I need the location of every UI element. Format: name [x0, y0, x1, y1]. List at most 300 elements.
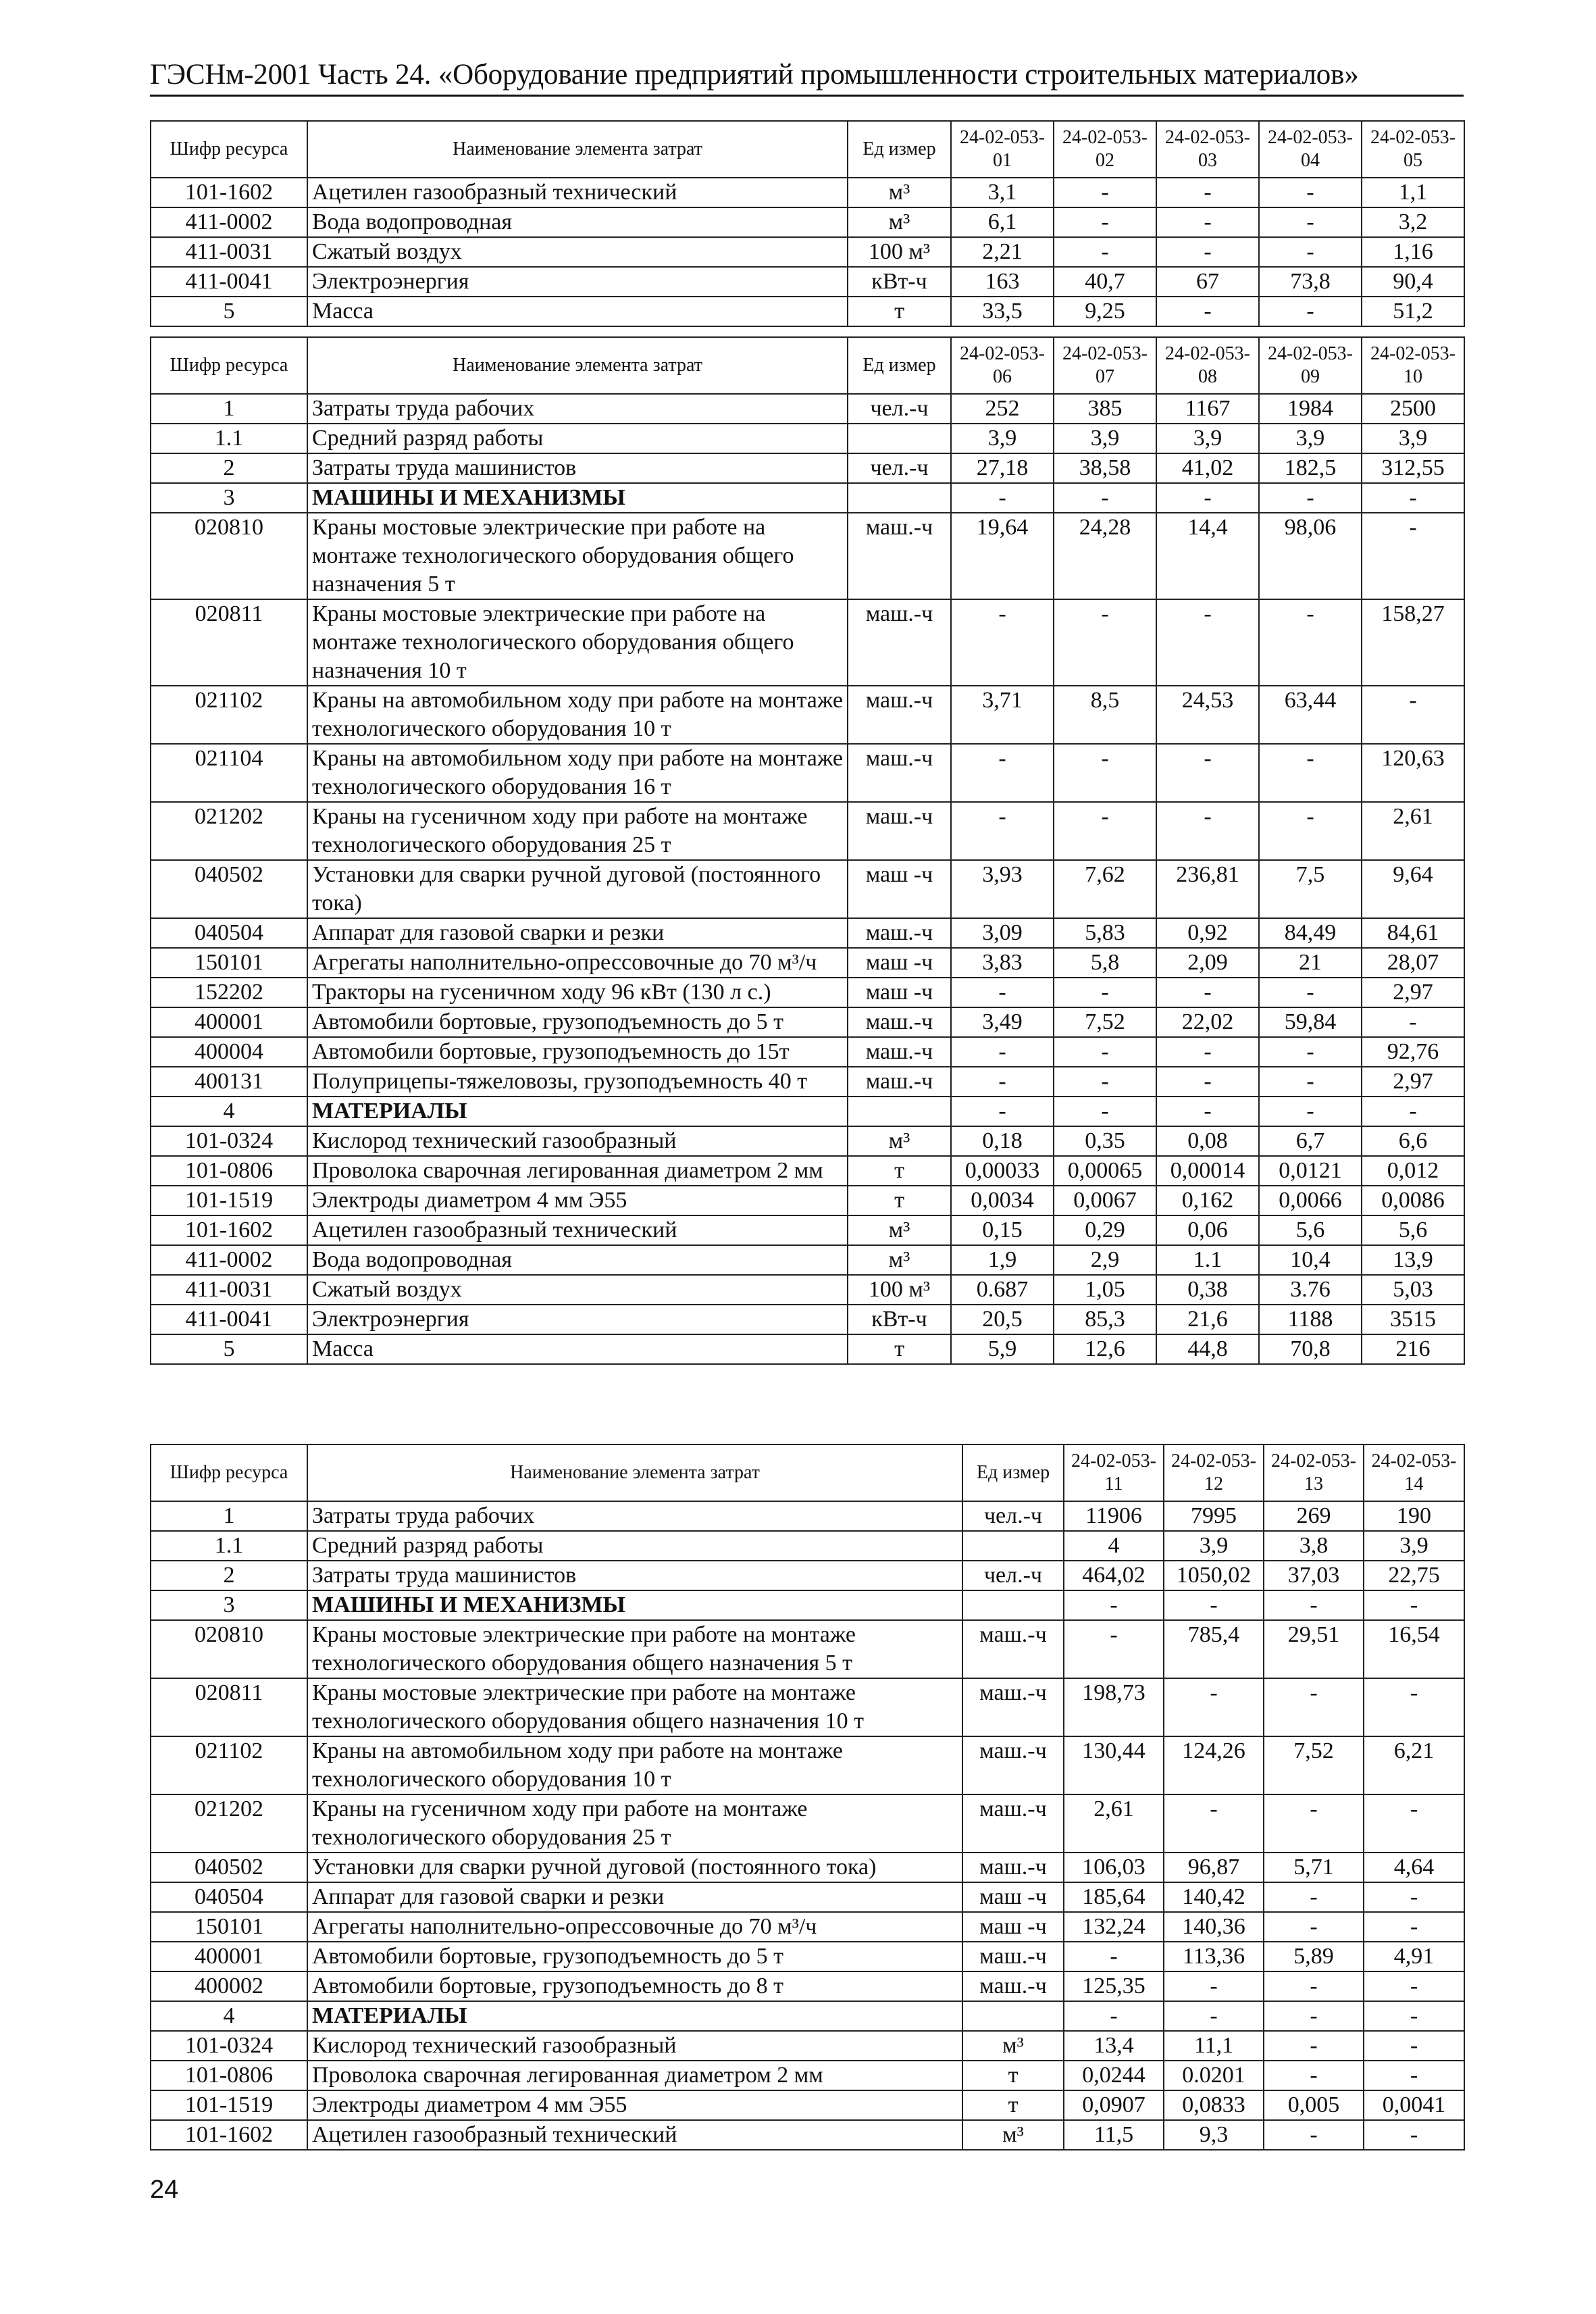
header-norm-code: 24-02-053-10: [1362, 337, 1464, 394]
table-row: [151, 1067, 1464, 1097]
page-number: 24: [150, 2175, 179, 2204]
table-row: [151, 1971, 1464, 2001]
cost-element-name: МАШИНЫ И МЕХАНИЗМЫ: [307, 483, 848, 513]
value-cell: 1167: [1156, 394, 1259, 424]
value-cell: 2,9: [1054, 1245, 1156, 1275]
header-norm-code: 24-02-053-06: [951, 337, 1054, 394]
resource-code: 1.1: [151, 424, 307, 453]
cost-element-name: Кислород технический газообразный: [307, 1126, 848, 1156]
value-cell: 0,0066: [1259, 1186, 1362, 1215]
cost-element-name: Затраты труда рабочих: [307, 1501, 962, 1531]
value-cell: -: [1156, 237, 1259, 267]
unit-cell: кВт-ч: [848, 267, 951, 297]
value-cell: 5,9: [951, 1334, 1054, 1364]
table-row: [151, 1561, 1464, 1590]
header-norm-code: 24-02-053-12: [1164, 1444, 1264, 1501]
value-cell: 3,2: [1362, 207, 1464, 237]
unit-cell: маш.-ч: [962, 1853, 1064, 1882]
resource-code: 400001: [151, 1942, 307, 1971]
resource-code: 400001: [151, 1007, 307, 1037]
value-cell: 10,4: [1259, 1245, 1362, 1275]
cost-element-name: Сжатый воздух: [307, 1275, 848, 1305]
value-cell: 4: [1064, 1531, 1164, 1561]
cost-element-name: Краны мостовые электрические при работе на монтаже технологического оборудования общего назначения 5 т: [307, 513, 848, 599]
value-cell: 1,9: [951, 1245, 1054, 1275]
resource-code: 411-0041: [151, 1305, 307, 1334]
cost-element-name: Тракторы на гусеничном ходу 96 кВт (130 л с.): [307, 978, 848, 1007]
resource-code: 101-0324: [151, 1126, 307, 1156]
value-cell: 3,49: [951, 1007, 1054, 1037]
value-cell: 3515: [1362, 1305, 1464, 1334]
cost-element-name: Электроды диаметром 4 мм Э55: [307, 1186, 848, 1215]
table-row: [151, 2031, 1464, 2061]
value-cell: -: [1064, 1942, 1164, 1971]
header-norm-code: 24-02-053-11: [1064, 1444, 1164, 1501]
value-cell: 2,97: [1362, 978, 1464, 1007]
value-cell: 0,00065: [1054, 1156, 1156, 1186]
value-cell: -: [1264, 2120, 1364, 2150]
unit-cell: [962, 1590, 1064, 1620]
cost-element-name: Агрегаты наполнительно-опрессовочные до 70 м³/ч: [307, 948, 848, 978]
header-name: Наименование элемента затрат: [307, 1444, 962, 1501]
table-row: [151, 1275, 1464, 1305]
value-cell: -: [951, 1037, 1054, 1067]
table-row: [151, 1853, 1464, 1882]
value-cell: 5,6: [1259, 1215, 1362, 1245]
header-code: Шифр ресурса: [151, 121, 307, 178]
unit-cell: маш.-ч: [962, 1620, 1064, 1678]
value-cell: 44,8: [1156, 1334, 1259, 1364]
page-header: ГЭСНм-2001 Часть 24. «Оборудование предприятий промышленности строительных материалов»: [150, 57, 1464, 97]
resource-code: 020810: [151, 1620, 307, 1678]
value-cell: -: [951, 744, 1054, 802]
value-cell: 125,35: [1064, 1971, 1164, 2001]
value-cell: 67: [1156, 267, 1259, 297]
resource-table-2: [150, 336, 1465, 1365]
value-cell: 0,92: [1156, 918, 1259, 948]
cost-element-name: Краны мостовые электрические при работе на монтаже технологического оборудования общего назначения 10 т: [307, 1678, 962, 1736]
resource-code: 4: [151, 2001, 307, 2031]
header-norm-code: 24-02-053-08: [1156, 337, 1259, 394]
unit-cell: [848, 1097, 951, 1126]
table-header-row: [151, 337, 1464, 394]
unit-cell: т: [848, 1186, 951, 1215]
value-cell: 216: [1362, 1334, 1464, 1364]
table-row: [151, 1942, 1464, 1971]
value-cell: -: [1156, 1067, 1259, 1097]
resource-code: 400002: [151, 1971, 307, 2001]
value-cell: -: [1259, 599, 1362, 686]
resource-code: 3: [151, 483, 307, 513]
value-cell: 2,61: [1064, 1794, 1164, 1853]
cost-element-name: Полуприцепы-тяжеловозы, грузоподъемность 40 т: [307, 1067, 848, 1097]
resource-code: 021202: [151, 1794, 307, 1853]
value-cell: 140,42: [1164, 1882, 1264, 1912]
table-row: [151, 1531, 1464, 1561]
resource-code: 021102: [151, 1736, 307, 1794]
value-cell: -: [1156, 802, 1259, 860]
unit-cell: маш.-ч: [848, 918, 951, 948]
cost-element-name: Проволока сварочная легированная диаметром 2 мм: [307, 1156, 848, 1186]
value-cell: -: [951, 802, 1054, 860]
table-row: [151, 1590, 1464, 1620]
unit-cell: маш.-ч: [848, 1007, 951, 1037]
resource-code: 5: [151, 1334, 307, 1364]
unit-cell: 100 м³: [848, 237, 951, 267]
value-cell: 0,35: [1054, 1126, 1156, 1156]
table-row: [151, 1912, 1464, 1942]
resource-code: 1: [151, 394, 307, 424]
value-cell: 4,64: [1364, 1853, 1464, 1882]
table-row: [151, 1215, 1464, 1245]
cost-element-name: Ацетилен газообразный технический: [307, 178, 848, 207]
resource-code: 101-1519: [151, 2090, 307, 2120]
value-cell: 3,9: [1054, 424, 1156, 453]
value-cell: -: [1259, 744, 1362, 802]
value-cell: -: [1364, 1971, 1464, 2001]
resource-code: 1: [151, 1501, 307, 1531]
value-cell: 40,7: [1054, 267, 1156, 297]
value-cell: -: [1259, 237, 1362, 267]
resource-code: 021102: [151, 686, 307, 744]
unit-cell: маш.-ч: [962, 1678, 1064, 1736]
unit-cell: [848, 483, 951, 513]
value-cell: -: [1156, 978, 1259, 1007]
cost-element-name: Масса: [307, 1334, 848, 1364]
resource-code: 020811: [151, 599, 307, 686]
value-cell: -: [1264, 1590, 1364, 1620]
value-cell: 0,0907: [1064, 2090, 1164, 2120]
value-cell: 27,18: [951, 453, 1054, 483]
unit-cell: кВт-ч: [848, 1305, 951, 1334]
value-cell: 92,76: [1362, 1037, 1464, 1067]
value-cell: 12,6: [1054, 1334, 1156, 1364]
unit-cell: т: [962, 2061, 1064, 2090]
resource-code: 040504: [151, 1882, 307, 1912]
cost-element-name: Аппарат для газовой сварки и резки: [307, 918, 848, 948]
value-cell: 0,0121: [1259, 1156, 1362, 1186]
cost-element-name: Агрегаты наполнительно-опрессовочные до 70 м³/ч: [307, 1912, 962, 1942]
value-cell: 198,73: [1064, 1678, 1164, 1736]
cost-element-name: Средний разряд работы: [307, 424, 848, 453]
value-cell: 6,21: [1364, 1736, 1464, 1794]
header-name: Наименование элемента затрат: [307, 337, 848, 394]
resource-code: 020810: [151, 513, 307, 599]
value-cell: -: [1362, 1097, 1464, 1126]
table-row: [151, 178, 1464, 207]
value-cell: 6,7: [1259, 1126, 1362, 1156]
table-row: [151, 2090, 1464, 2120]
table-row: [151, 860, 1464, 918]
resource-code: 101-1602: [151, 1215, 307, 1245]
value-cell: 312,55: [1362, 453, 1464, 483]
value-cell: 1,05: [1054, 1275, 1156, 1305]
table-row: [151, 1156, 1464, 1186]
value-cell: -: [1064, 2001, 1164, 2031]
cost-element-name: Автомобили бортовые, грузоподъемность до 15т: [307, 1037, 848, 1067]
cost-element-name: Автомобили бортовые, грузоподъемность до 8 т: [307, 1971, 962, 2001]
table-row: [151, 1794, 1464, 1853]
value-cell: 185,64: [1064, 1882, 1164, 1912]
cost-element-name: Автомобили бортовые, грузоподъемность до 5 т: [307, 1942, 962, 1971]
resource-code: 040502: [151, 860, 307, 918]
resource-code: 400131: [151, 1067, 307, 1097]
resource-code: 411-0002: [151, 207, 307, 237]
value-cell: 7,52: [1054, 1007, 1156, 1037]
resource-code: 1.1: [151, 1531, 307, 1561]
value-cell: -: [951, 1067, 1054, 1097]
table-row: [151, 237, 1464, 267]
value-cell: -: [1156, 483, 1259, 513]
value-cell: 6,1: [951, 207, 1054, 237]
value-cell: 0,08: [1156, 1126, 1259, 1156]
value-cell: 84,49: [1259, 918, 1362, 948]
value-cell: 11,1: [1164, 2031, 1264, 2061]
value-cell: 63,44: [1259, 686, 1362, 744]
table-row: [151, 1097, 1464, 1126]
table-row: [151, 1305, 1464, 1334]
value-cell: 9,3: [1164, 2120, 1264, 2150]
unit-cell: [962, 2001, 1064, 2031]
value-cell: 124,26: [1164, 1736, 1264, 1794]
value-cell: 1984: [1259, 394, 1362, 424]
cost-element-name: МАТЕРИАЛЫ: [307, 1097, 848, 1126]
unit-cell: м³: [848, 1215, 951, 1245]
value-cell: -: [1259, 1067, 1362, 1097]
value-cell: 24,28: [1054, 513, 1156, 599]
value-cell: -: [1362, 483, 1464, 513]
cost-element-name: Затраты труда машинистов: [307, 1561, 962, 1590]
value-cell: -: [1156, 599, 1259, 686]
header-unit: Ед измер: [848, 121, 951, 178]
cost-element-name: Вода водопроводная: [307, 207, 848, 237]
value-cell: -: [1259, 207, 1362, 237]
table-row: [151, 267, 1464, 297]
resource-code: 040504: [151, 918, 307, 948]
value-cell: 85,3: [1054, 1305, 1156, 1334]
resource-table-1: [150, 120, 1465, 327]
resource-code: 021104: [151, 744, 307, 802]
resource-code: 150101: [151, 948, 307, 978]
cost-element-name: Краны на автомобильном ходу при работе на монтаже технологического оборудования 16 т: [307, 744, 848, 802]
table-row: [151, 1245, 1464, 1275]
unit-cell: маш.-ч: [848, 513, 951, 599]
unit-cell: маш.-ч: [848, 599, 951, 686]
resource-code: 101-0324: [151, 2031, 307, 2061]
value-cell: -: [951, 978, 1054, 1007]
resource-table-3: [150, 1444, 1465, 2150]
table-row: [151, 1186, 1464, 1215]
unit-cell: маш.-ч: [848, 744, 951, 802]
header-norm-code: 24-02-053-07: [1054, 337, 1156, 394]
table-row: [151, 453, 1464, 483]
table-header-row: [151, 121, 1464, 178]
value-cell: 2,09: [1156, 948, 1259, 978]
value-cell: 0,0244: [1064, 2061, 1164, 2090]
value-cell: 3,71: [951, 686, 1054, 744]
value-cell: 0.687: [951, 1275, 1054, 1305]
value-cell: 7,62: [1054, 860, 1156, 918]
value-cell: 0,0833: [1164, 2090, 1264, 2120]
value-cell: 236,81: [1156, 860, 1259, 918]
value-cell: 41,02: [1156, 453, 1259, 483]
unit-cell: маш -ч: [848, 978, 951, 1007]
header-unit: Ед измер: [848, 337, 951, 394]
value-cell: -: [1054, 1037, 1156, 1067]
value-cell: 33,5: [951, 297, 1054, 326]
resource-code: 020811: [151, 1678, 307, 1736]
value-cell: 0,0067: [1054, 1186, 1156, 1215]
value-cell: 3,9: [1259, 424, 1362, 453]
value-cell: -: [1259, 1097, 1362, 1126]
table-row: [151, 1037, 1464, 1067]
value-cell: 3,9: [1164, 1531, 1264, 1561]
value-cell: -: [1364, 2061, 1464, 2090]
table-row: [151, 1334, 1464, 1364]
cost-element-name: Электроэнергия: [307, 267, 848, 297]
value-cell: 5,6: [1362, 1215, 1464, 1245]
cost-element-name: Электроды диаметром 4 мм Э55: [307, 2090, 962, 2120]
value-cell: 0,0041: [1364, 2090, 1464, 2120]
resource-code: 4: [151, 1097, 307, 1126]
value-cell: 0,15: [951, 1215, 1054, 1245]
table-row: [151, 918, 1464, 948]
resource-code: 101-1602: [151, 2120, 307, 2150]
value-cell: -: [1054, 178, 1156, 207]
value-cell: 11,5: [1064, 2120, 1164, 2150]
cost-element-name: Вода водопроводная: [307, 1245, 848, 1275]
cost-element-name: Масса: [307, 297, 848, 326]
cost-element-name: Краны на гусеничном ходу при работе на монтаже технологического оборудования 25 т: [307, 1794, 962, 1853]
value-cell: 113,36: [1164, 1942, 1264, 1971]
value-cell: 132,24: [1064, 1912, 1164, 1942]
value-cell: 2,21: [951, 237, 1054, 267]
unit-cell: т: [848, 1334, 951, 1364]
header-norm-code: 24-02-053-02: [1054, 121, 1156, 178]
cost-element-name: Затраты труда машинистов: [307, 453, 848, 483]
value-cell: -: [1362, 513, 1464, 599]
cost-element-name: Ацетилен газообразный технический: [307, 1215, 848, 1245]
value-cell: 3,9: [1362, 424, 1464, 453]
table-row: [151, 978, 1464, 1007]
value-cell: -: [1264, 2031, 1364, 2061]
value-cell: 269: [1264, 1501, 1364, 1531]
value-cell: 1,16: [1362, 237, 1464, 267]
value-cell: 3,9: [1156, 424, 1259, 453]
value-cell: -: [1054, 1097, 1156, 1126]
value-cell: 0,00014: [1156, 1156, 1259, 1186]
value-cell: 11906: [1064, 1501, 1164, 1531]
value-cell: -: [1364, 2120, 1464, 2150]
value-cell: 73,8: [1259, 267, 1362, 297]
value-cell: -: [1054, 237, 1156, 267]
value-cell: 2500: [1362, 394, 1464, 424]
value-cell: -: [1364, 1882, 1464, 1912]
cost-element-name: МАШИНЫ И МЕХАНИЗМЫ: [307, 1590, 962, 1620]
cost-element-name: Установки для сварки ручной дуговой (постоянного тока): [307, 1853, 962, 1882]
cost-element-name: Ацетилен газообразный технический: [307, 2120, 962, 2150]
value-cell: 190: [1364, 1501, 1464, 1531]
value-cell: -: [1364, 2031, 1464, 2061]
unit-cell: м³: [962, 2120, 1064, 2150]
table-header-row: [151, 1444, 1464, 1501]
unit-cell: маш.-ч: [848, 1067, 951, 1097]
value-cell: -: [1362, 1007, 1464, 1037]
value-cell: 158,27: [1362, 599, 1464, 686]
value-cell: 1188: [1259, 1305, 1362, 1334]
table-row: [151, 1007, 1464, 1037]
value-cell: -: [1259, 178, 1362, 207]
value-cell: 70,8: [1259, 1334, 1362, 1364]
value-cell: -: [951, 483, 1054, 513]
resource-code: 2: [151, 453, 307, 483]
cost-element-name: Проволока сварочная легированная диаметром 2 мм: [307, 2061, 962, 2090]
table-row: [151, 483, 1464, 513]
unit-cell: т: [848, 1156, 951, 1186]
value-cell: 22,75: [1364, 1561, 1464, 1590]
unit-cell: маш.-ч: [962, 1942, 1064, 1971]
value-cell: 0,0086: [1362, 1186, 1464, 1215]
value-cell: 6,6: [1362, 1126, 1464, 1156]
value-cell: 0.0201: [1164, 2061, 1264, 2090]
unit-cell: м³: [848, 1126, 951, 1156]
value-cell: 3,9: [951, 424, 1054, 453]
value-cell: 1050,02: [1164, 1561, 1264, 1590]
unit-cell: м³: [962, 2031, 1064, 2061]
value-cell: -: [1259, 978, 1362, 1007]
value-cell: -: [1064, 1620, 1164, 1678]
value-cell: 3,83: [951, 948, 1054, 978]
value-cell: 24,53: [1156, 686, 1259, 744]
value-cell: 1,1: [1362, 178, 1464, 207]
resource-code: 150101: [151, 1912, 307, 1942]
value-cell: -: [1259, 1037, 1362, 1067]
unit-cell: маш.-ч: [962, 1794, 1064, 1853]
cost-element-name: Краны на гусеничном ходу при работе на монтаже технологического оборудования 25 т: [307, 802, 848, 860]
value-cell: -: [1264, 1971, 1364, 2001]
value-cell: -: [1054, 1067, 1156, 1097]
header-norm-code: 24-02-053-05: [1362, 121, 1464, 178]
unit-cell: т: [848, 297, 951, 326]
value-cell: 5,8: [1054, 948, 1156, 978]
value-cell: -: [1164, 1794, 1264, 1853]
table-row: [151, 2001, 1464, 2031]
value-cell: -: [1264, 1678, 1364, 1736]
value-cell: 3,93: [951, 860, 1054, 918]
table-row: [151, 2061, 1464, 2090]
value-cell: -: [1164, 1971, 1264, 2001]
resource-code: 101-1602: [151, 178, 307, 207]
value-cell: 3,8: [1264, 1531, 1364, 1561]
value-cell: -: [1164, 1678, 1264, 1736]
unit-cell: маш.-ч: [848, 1037, 951, 1067]
value-cell: -: [1259, 297, 1362, 326]
value-cell: 3,9: [1364, 1531, 1464, 1561]
header-norm-code: 24-02-053-09: [1259, 337, 1362, 394]
value-cell: 9,64: [1362, 860, 1464, 918]
resource-code: 3: [151, 1590, 307, 1620]
value-cell: 0,38: [1156, 1275, 1259, 1305]
value-cell: 130,44: [1064, 1736, 1164, 1794]
table-row: [151, 2120, 1464, 2150]
resource-code: 411-0002: [151, 1245, 307, 1275]
unit-cell: м³: [848, 207, 951, 237]
value-cell: 13,9: [1362, 1245, 1464, 1275]
value-cell: 98,06: [1259, 513, 1362, 599]
value-cell: 28,07: [1362, 948, 1464, 978]
value-cell: 385: [1054, 394, 1156, 424]
resource-code: 021202: [151, 802, 307, 860]
